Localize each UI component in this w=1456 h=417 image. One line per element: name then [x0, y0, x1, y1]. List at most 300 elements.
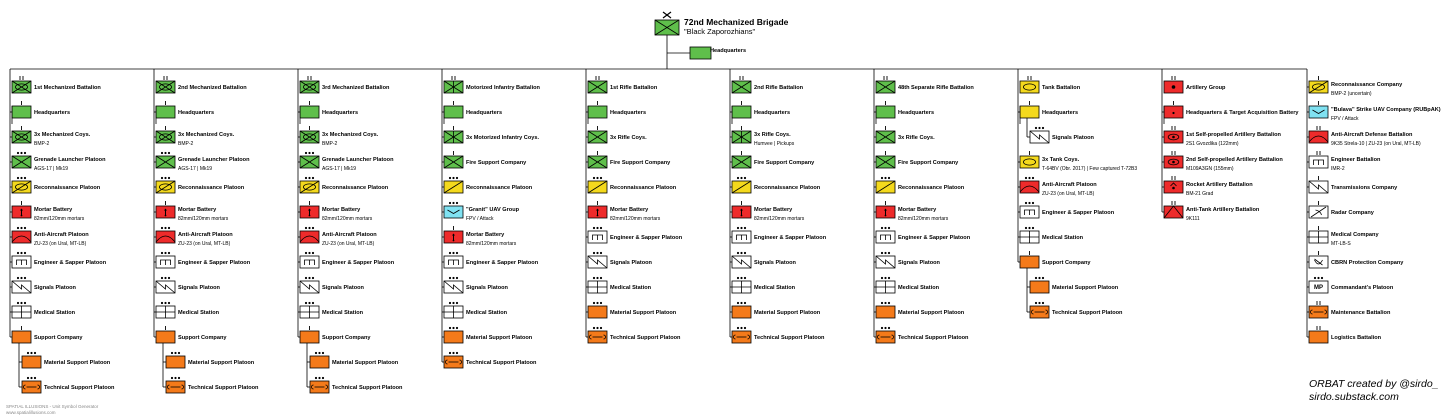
echelon-platoon-dot — [884, 252, 886, 254]
unit-label — [466, 309, 507, 317]
unit-label — [1186, 181, 1253, 198]
unit-label — [178, 184, 244, 192]
credit-site: sirdo.substack.com — [1309, 391, 1399, 403]
frame — [1020, 256, 1039, 268]
echelon-platoon-dot — [452, 277, 454, 279]
motinf-symbol — [732, 126, 751, 143]
frame — [588, 106, 607, 118]
unit-equipment: 82mm/120mm mortars — [34, 216, 85, 222]
unit-name: Signals Platoon — [610, 260, 652, 266]
inf-symbol — [876, 126, 895, 143]
frame — [876, 106, 895, 118]
unit-label — [610, 259, 652, 267]
echelon-platoon-dot — [178, 352, 180, 354]
blank-symbol — [156, 326, 175, 343]
unit-name: Mortar Battery — [178, 207, 217, 213]
frame — [12, 331, 31, 343]
unit-name: Support Company — [322, 335, 371, 341]
unit-label — [754, 334, 824, 342]
rocket-dot — [1172, 187, 1175, 190]
echelon-platoon-dot — [308, 227, 310, 229]
echelon-platoon-dot — [168, 302, 170, 304]
echelon-platoon-dot — [24, 277, 26, 279]
unit-label — [34, 309, 75, 317]
frame — [1020, 181, 1039, 193]
unit-name: Fire Support Company — [898, 160, 959, 166]
unit-name: Technical Support Platoon — [754, 335, 825, 341]
unit-name: Engineer & Sapper Platoon — [754, 235, 827, 241]
unit-label — [610, 284, 651, 292]
frame — [300, 331, 319, 343]
echelon-platoon-dot — [600, 327, 602, 329]
unit-name: Anti-Aircraft Platoon — [178, 232, 233, 238]
unit-name: Support Company — [1042, 260, 1091, 266]
echelon-platoon-dot — [27, 352, 29, 354]
mech-symbol — [300, 76, 319, 93]
signal-symbol — [156, 277, 175, 293]
unit-name: Logistics Battalion — [1331, 335, 1382, 341]
unit-name: Reconnaissance Platoon — [610, 185, 677, 191]
mech-symbol — [300, 126, 319, 143]
unit-label — [178, 156, 250, 173]
unit-equipment: BM-21 Grad — [1186, 191, 1214, 197]
inf-symbol — [300, 152, 319, 168]
mech-symbol — [156, 76, 175, 93]
unit-name: Headquarters — [898, 110, 935, 116]
echelon-platoon-dot — [161, 302, 163, 304]
reconmot-symbol — [300, 177, 319, 193]
unit-label — [1186, 156, 1283, 173]
engineer-symbol — [444, 252, 463, 268]
unit-name: Headquarters — [322, 110, 359, 116]
echelon-platoon-dot — [315, 352, 317, 354]
echelon-platoon-dot — [30, 352, 32, 354]
blank-symbol — [876, 302, 895, 318]
mortar-symbol — [300, 201, 319, 218]
blank-symbol — [310, 352, 329, 368]
inf-symbol — [588, 126, 607, 143]
unit-label — [898, 309, 964, 317]
echelon-platoon-dot — [1038, 127, 1040, 129]
echelon-platoon-dot — [20, 302, 22, 304]
unit-label — [1042, 156, 1137, 173]
mortar-symbol — [444, 226, 463, 243]
unit-equipment: 9K111 — [1186, 216, 1200, 222]
medical-symbol — [300, 302, 319, 318]
echelon-platoon-dot — [884, 227, 886, 229]
unit-name: "Granit" UAV Group — [466, 207, 520, 213]
unit-label — [1052, 284, 1118, 292]
unit-label — [898, 284, 939, 292]
echelon-platoon-dot — [881, 277, 883, 279]
unit-label — [898, 259, 940, 267]
signal-symbol — [12, 277, 31, 293]
unit-label — [1331, 131, 1421, 148]
unit-label — [322, 259, 394, 267]
echelon-platoon-dot — [744, 227, 746, 229]
aa-symbol — [156, 227, 175, 243]
echelon-platoon-dot — [308, 252, 310, 254]
echelon-platoon-dot — [322, 377, 324, 379]
frame — [1020, 156, 1039, 168]
unit-name: Fire Support Company — [754, 160, 815, 166]
frame — [300, 231, 319, 243]
unit-label — [754, 234, 826, 242]
aa-symbol — [1309, 126, 1328, 143]
unit-name: Engineer & Sapper Platoon — [466, 260, 539, 266]
blank-symbol — [732, 302, 751, 318]
unit-label — [466, 259, 538, 267]
echelon-platoon-dot — [600, 277, 602, 279]
unit-name: Reconnaissance Company — [1331, 82, 1403, 88]
engineer-symbol — [156, 252, 175, 268]
unit-name: Signals Platoon — [898, 260, 940, 266]
battalion-name: 48th Separate Rifle Battalion — [898, 85, 974, 91]
unit-name: Transmissions Company — [1331, 185, 1398, 191]
blank-symbol — [690, 47, 711, 59]
credit — [1309, 378, 1439, 404]
echelon-platoon-dot — [449, 352, 451, 354]
unit-name: Support Company — [178, 335, 227, 341]
signal-symbol — [1309, 176, 1328, 193]
unit-equipment: 82mm/120mm mortars — [466, 241, 517, 247]
echelon-platoon-dot — [884, 277, 886, 279]
echelon-platoon-dot — [174, 377, 176, 379]
unit-label — [44, 384, 114, 392]
unit-label — [1042, 209, 1114, 217]
echelon-platoon-dot — [1032, 202, 1034, 204]
unit-equipment: 82mm/120mm mortars — [898, 216, 949, 222]
unit-label — [1042, 181, 1097, 198]
reconmot-symbol — [1309, 76, 1328, 93]
unit-label — [1186, 206, 1259, 223]
echelon-platoon-dot — [1321, 277, 1323, 279]
unit-equipment: 9K35 Strela-10 | ZU-23 (on Ural, MT-LB) — [1331, 141, 1421, 147]
unit-name: Headquarters — [610, 110, 647, 116]
inf-symbol — [588, 76, 607, 93]
mp-symbol — [1309, 277, 1328, 293]
echelon-platoon-dot — [17, 177, 19, 179]
echelon-platoon-dot — [881, 252, 883, 254]
frame — [732, 306, 751, 318]
hq-symbol — [444, 101, 463, 124]
frame — [444, 106, 463, 118]
military-police-text: MP — [1314, 285, 1323, 292]
echelon-platoon-dot — [888, 302, 890, 304]
unit-name: Anti-Aircraft Platoon — [322, 232, 377, 238]
blank-symbol — [588, 302, 607, 318]
echelon-platoon-dot — [24, 252, 26, 254]
unit-label — [322, 231, 377, 248]
unit-name: Signals Platoon — [322, 285, 364, 291]
unit-label — [332, 384, 402, 392]
mortar-symbol — [588, 201, 607, 218]
echelon-platoon-dot — [881, 327, 883, 329]
engineer-symbol — [300, 252, 319, 268]
recon-symbol — [588, 177, 607, 193]
frame — [690, 47, 711, 59]
unit-label — [898, 234, 970, 242]
motinf-symbol — [444, 76, 463, 93]
unit-name: Mortar Battery — [754, 207, 793, 213]
echelon-platoon-dot — [17, 302, 19, 304]
credit-author: ORBAT created by @sirdo_ — [1309, 378, 1439, 390]
frame — [444, 206, 463, 218]
blank-symbol — [1309, 326, 1328, 343]
unit-label — [1042, 259, 1090, 267]
echelon-platoon-dot — [737, 177, 739, 179]
unit-name: Technical Support Platoon — [188, 385, 259, 391]
watermark — [6, 404, 98, 416]
unit-name: 2nd Self-propelled Artillery Battalion — [1186, 157, 1283, 163]
unit-name: Headquarters — [178, 110, 215, 116]
unit-name: Technical Support Platoon — [44, 385, 115, 391]
unit-equipment: ZU-23 (on Ural, MT-LB) — [178, 241, 231, 247]
unit-equipment: BMP-2 (uncertain) — [1331, 91, 1372, 97]
mortar-base — [165, 215, 167, 217]
uav-symbol — [1309, 101, 1328, 118]
inf-symbol — [876, 76, 895, 93]
unit-name: CBRN Protection Company — [1331, 260, 1404, 266]
echelon-platoon-dot — [456, 352, 458, 354]
unit-equipment: AGS-17 | Mk19 — [178, 166, 213, 172]
unit-label — [1186, 109, 1299, 117]
echelon-platoon-dot — [449, 277, 451, 279]
echelon-platoon-dot — [1028, 202, 1030, 204]
unit-name: Technical Support Platoon — [1052, 310, 1123, 316]
signal-symbol — [300, 277, 319, 293]
mortar-symbol — [156, 201, 175, 218]
signal-symbol — [732, 252, 751, 268]
echelon-platoon-dot — [737, 252, 739, 254]
unit-label — [898, 206, 948, 223]
mech-symbol — [12, 76, 31, 93]
unit-name: 3x Mechanized Coys. — [178, 132, 235, 138]
echelon-platoon-dot — [164, 152, 166, 154]
echelon-platoon-dot — [164, 227, 166, 229]
echelon-platoon-dot — [888, 177, 890, 179]
battalion-title — [1186, 84, 1225, 92]
echelon-platoon-dot — [452, 177, 454, 179]
unit-label — [466, 159, 526, 167]
echelon-platoon-dot — [740, 252, 742, 254]
echelon-platoon-dot — [27, 377, 29, 379]
echelon-platoon-dot — [34, 352, 36, 354]
echelon-platoon-dot — [452, 252, 454, 254]
mortar-base — [309, 215, 311, 217]
unit-name: Material Support Platoon — [1052, 285, 1119, 291]
unit-label — [34, 184, 100, 192]
brigade-hq-label: Headquarters — [710, 48, 747, 54]
echelon-platoon-dot — [456, 252, 458, 254]
echelon-platoon-dot — [24, 302, 26, 304]
frame — [156, 106, 175, 118]
blank-symbol — [1030, 277, 1049, 293]
unit-label — [178, 131, 234, 148]
artillery-dot — [1172, 161, 1175, 164]
unit-label — [466, 184, 532, 192]
unit-name: "Bulava" Strike UAV Company (RUBpAK) — [1331, 107, 1441, 113]
echelon-platoon-dot — [1042, 277, 1044, 279]
mortar-base — [21, 215, 23, 217]
echelon-platoon-dot — [315, 377, 317, 379]
unit-label — [754, 159, 814, 167]
unit-equipment: ZU-23 (on Ural, MT-LB) — [1042, 191, 1095, 197]
unit-label — [34, 259, 106, 267]
unit-label — [1186, 131, 1281, 148]
echelon-platoon-dot — [737, 327, 739, 329]
unit-equipment: AGS-17 | Mk19 — [34, 166, 69, 172]
unit-name: Mortar Battery — [34, 207, 73, 213]
unit-name: Signals Platoon — [34, 285, 76, 291]
unit-label — [898, 184, 964, 192]
echelon-platoon-dot — [312, 227, 314, 229]
battalion-name: Artillery Group — [1186, 85, 1226, 91]
echelon-platoon-dot — [168, 177, 170, 179]
unit-label — [34, 284, 76, 292]
unit-name: Commandant's Platoon — [1331, 285, 1394, 291]
echelon-platoon-dot — [308, 277, 310, 279]
unit-name: Grenade Launcher Platoon — [34, 157, 106, 163]
echelon-platoon-dot — [1035, 127, 1037, 129]
echelon-platoon-dot — [312, 302, 314, 304]
mortar-base — [741, 215, 743, 217]
unit-label — [610, 334, 680, 342]
engineer-symbol — [1309, 151, 1328, 168]
unit-equipment: 82mm/120mm mortars — [322, 216, 373, 222]
battalion-name: 3rd Mechanized Battalion — [322, 85, 390, 91]
frame — [1309, 131, 1328, 143]
echelon-platoon-dot — [312, 252, 314, 254]
echelon-platoon-dot — [161, 227, 163, 229]
unit-name: Material Support Platoon — [466, 335, 533, 341]
echelon-platoon-dot — [164, 252, 166, 254]
mech-symbol — [156, 126, 175, 143]
echelon-platoon-dot — [600, 227, 602, 229]
unit-name: Reconnaissance Platoon — [34, 185, 101, 191]
hq-symbol — [12, 101, 31, 124]
unit-equipment: Humvee | Pickups — [754, 141, 795, 147]
battalion-title — [322, 84, 389, 92]
inf-symbol — [444, 151, 463, 168]
unit-name: Medical Company — [1331, 232, 1379, 238]
mortar-base — [885, 215, 887, 217]
unit-label — [178, 334, 226, 342]
echelon-platoon-dot — [308, 152, 310, 154]
echelon-platoon-dot — [305, 252, 307, 254]
battalion-name: Tank Battalion — [1042, 85, 1081, 91]
spart-symbol — [1164, 151, 1183, 168]
unit-name: 3x Motorized Infantry Coys. — [466, 135, 540, 141]
echelon-platoon-dot — [308, 177, 310, 179]
unit-name: Engineer & Sapper Platoon — [898, 235, 971, 241]
echelon-platoon-dot — [1042, 302, 1044, 304]
inf-symbol — [588, 151, 607, 168]
unit-name: Headquarters — [34, 110, 71, 116]
unit-label — [34, 156, 106, 173]
unit-name: Mortar Battery — [466, 232, 505, 238]
maint-symbol — [876, 327, 895, 343]
echelon-platoon-dot — [596, 177, 598, 179]
frame — [22, 356, 41, 368]
unit-label — [1042, 109, 1078, 117]
unit-label — [898, 159, 958, 167]
battalion-title — [898, 84, 974, 92]
echelon-platoon-dot — [593, 327, 595, 329]
engineer-symbol — [588, 227, 607, 243]
echelon-platoon-dot — [881, 177, 883, 179]
unit-name: Mortar Battery — [322, 207, 361, 213]
unit-name: Technical Support Platoon — [898, 335, 969, 341]
signal-symbol — [1030, 127, 1049, 143]
unit-equipment: BMP-2 — [178, 141, 194, 147]
recon-symbol — [444, 177, 463, 193]
inf-symbol — [156, 152, 175, 168]
ta-symbol — [1164, 101, 1183, 124]
inf-symbol — [655, 12, 679, 35]
blank-symbol — [444, 327, 463, 343]
medical-symbol — [1020, 227, 1039, 243]
echelon-platoon-dot — [593, 302, 595, 304]
signal-symbol — [876, 252, 895, 268]
echelon-platoon-dot — [24, 177, 26, 179]
maint-symbol — [22, 377, 41, 393]
echelon-platoon-dot — [164, 277, 166, 279]
unit-label — [466, 134, 539, 142]
armor-symbol — [1020, 151, 1039, 168]
unit-label — [178, 231, 233, 248]
echelon-platoon-dot — [884, 327, 886, 329]
echelon-platoon-dot — [1038, 277, 1040, 279]
blank-symbol — [22, 352, 41, 368]
maint-symbol — [166, 377, 185, 393]
hq-symbol — [732, 101, 751, 124]
unit-label — [44, 359, 110, 367]
frame — [1030, 281, 1049, 293]
unit-label — [1331, 284, 1393, 292]
unit-equipment: 82mm/120mm mortars — [178, 216, 229, 222]
unit-label — [898, 334, 968, 342]
unit-name: Radar Company — [1331, 210, 1374, 216]
mortar-symbol — [732, 201, 751, 218]
echelon-platoon-dot — [740, 327, 742, 329]
medical-symbol — [12, 302, 31, 318]
echelon-platoon-dot — [744, 277, 746, 279]
hq-symbol — [156, 101, 175, 124]
echelon-platoon-dot — [312, 277, 314, 279]
mortar-base — [453, 240, 455, 242]
echelon-platoon-dot — [1317, 277, 1319, 279]
maint-symbol — [444, 352, 463, 368]
unit-name: Engineer & Sapper Platoon — [322, 260, 395, 266]
artillery-dot — [1172, 136, 1175, 139]
echelon-platoon-dot — [164, 177, 166, 179]
unit-label — [1052, 134, 1094, 142]
unit-name: Headquarters — [1042, 110, 1079, 116]
echelon-platoon-dot — [312, 177, 314, 179]
maint-symbol — [1309, 301, 1328, 318]
unit-label — [178, 284, 220, 292]
echelon-platoon-dot — [884, 302, 886, 304]
engineer-symbol — [1020, 202, 1039, 218]
unit-name: Technical Support Platoon — [610, 335, 681, 341]
unit-label — [610, 134, 647, 142]
unit-label — [1331, 184, 1397, 192]
frame — [156, 231, 175, 243]
frame — [310, 356, 329, 368]
echelon-platoon-dot — [740, 227, 742, 229]
unit-name: Fire Support Company — [466, 160, 527, 166]
